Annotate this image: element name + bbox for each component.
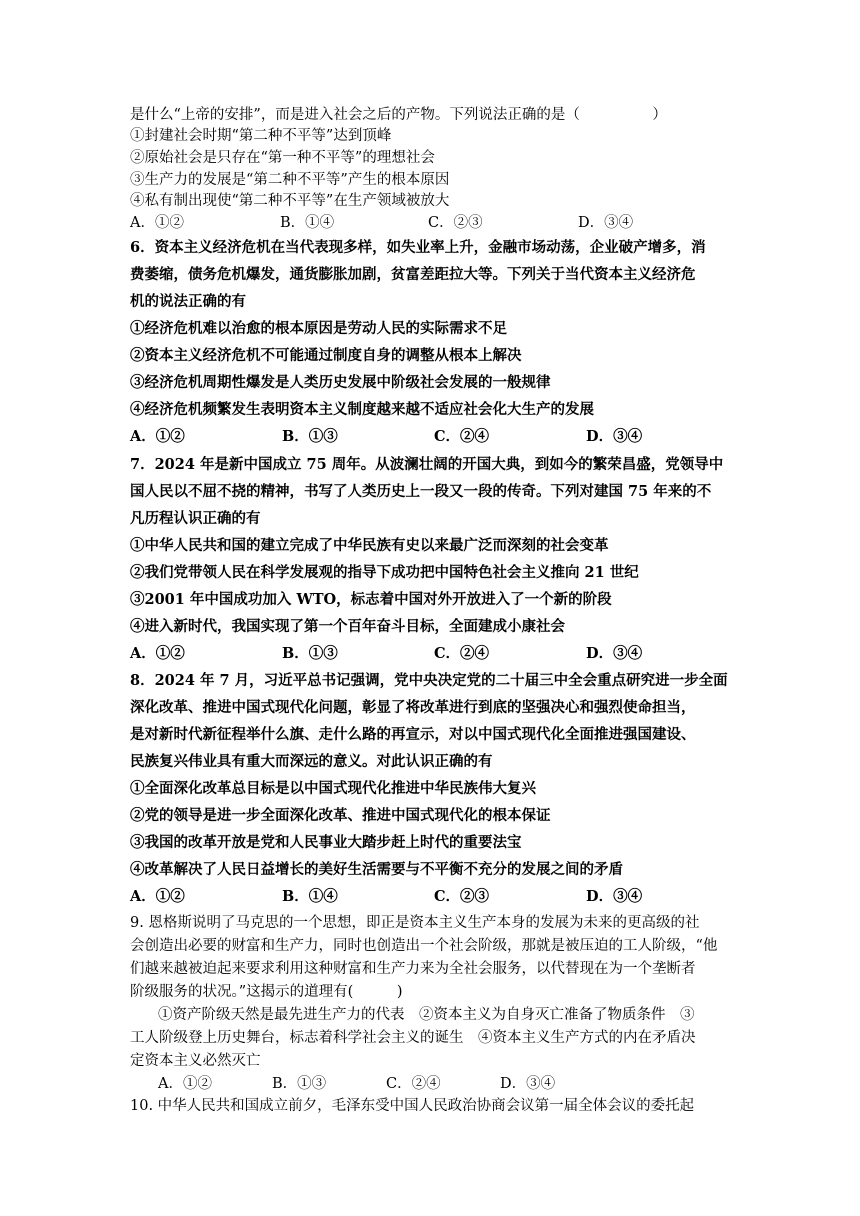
q6-options — [130, 427, 690, 447]
q8-item-2: ②党的领导是进一步全面深化改革、推进中国式现代化的根本保证 — [130, 807, 551, 824]
q9-stem-line-2: 会创造出必要的财富和生产力，同时也创造出一个社会阶级，那就是被压迫的工人阶级，“他 — [130, 938, 718, 954]
q6-stem-line-2: 费萎缩，债务危机爆发，通货膨胀加剧，贫富差距拉大等。下列关于当代资本主义经济危 — [130, 266, 696, 283]
q9-option-b: B．①③ — [272, 1076, 327, 1092]
q9-option-d: D．③④ — [500, 1076, 556, 1092]
q10-stem-line-1: 10. 中华人民共和国成立前夕，毛泽东受中国人民政治协商会议第一届全体会议的委托起 — [130, 1098, 695, 1114]
q9-items-line-3: 定资本主义必然灭亡 — [130, 1053, 261, 1069]
q8-option-d: D．③④ — [586, 888, 643, 905]
q6-stem-line-3: 机的说法正确的有 — [130, 293, 246, 310]
q9-option-a: A．①② — [158, 1076, 212, 1092]
q6-item-2: ②资本主义经济危机不可能通过制度自身的调整从根本上解决 — [130, 347, 522, 364]
q7-item-3: ③2001 年中国成功加入 WTO，标志着中国对外开放进入了一个新的阶段 — [130, 591, 612, 608]
q7-stem-line-3: 凡历程认识正确的有 — [130, 510, 261, 527]
q9-option-c: C．②④ — [386, 1076, 441, 1092]
q9-items-line-2: 工人阶级登上历史舞台，标志着科学社会主义的诞生 ④资本主义生产方式的内在矛盾决 — [130, 1030, 696, 1046]
q9-stem-line-1: 9. 恩格斯说明了马克思的一个思想，即正是资本主义生产本身的发展为未来的更高级的社 — [130, 915, 700, 931]
q5-item-4: ④私有制出现使“第二种不平等”在生产领域被放大 — [130, 193, 450, 209]
q6-stem-line-1: 6．资本主义经济危机在当代表现多样，如失业率上升，金融市场动荡，企业破产增多，消 — [130, 239, 706, 256]
q9-items-line-1: ①资产阶级天然是最先进生产力的代表 ②资本主义为自身灭亡准备了物质条件 ③ — [158, 1007, 695, 1023]
q7-option-d: D．③④ — [586, 645, 643, 662]
q7-item-4: ④进入新时代，我国实现了第一个百年奋斗目标，全面建成小康社会 — [130, 618, 565, 635]
q5-item-2: ②原始社会是只存在“第一种不平等”的理想社会 — [130, 150, 435, 166]
q9-stem-line-3: 们越来越被迫起来要求利用这种财富和生产力来为全社会服务，以代替现在为一个垄断者 — [130, 961, 696, 977]
q8-item-4: ④改革解决了人民日益增长的美好生活需要与不平衡不充分的发展之间的矛盾 — [130, 861, 623, 878]
q7-stem-line-2: 国人民以不屈不挠的精神，书写了人类历史上一段又一段的传奇。下列对建国 75 年来的不 — [130, 483, 712, 500]
q5-option-d: D．③④ — [578, 215, 634, 231]
q7-stem-line-1: 7．2024 年是新中国成立 75 周年。从波澜壮阔的开国大典，到如今的繁荣昌盛，党领导中 — [130, 456, 724, 473]
q6-item-4: ④经济危机频繁发生表明资本主义制度越来越不适应社会化大生产的发展 — [130, 401, 594, 418]
q7-option-c: C．②④ — [434, 645, 490, 662]
q5-options — [130, 213, 690, 233]
q8-stem-line-2: 深化改革、推进中国式现代化问题，彰显了将改革进行到底的坚强决心和强烈使命担当， — [130, 699, 696, 716]
q5-item-1: ①封建社会时期“第二种不平等”达到顶峰 — [130, 128, 392, 144]
q6-item-1: ①经济危机难以治愈的根本原因是劳动人民的实际需求不足 — [130, 320, 507, 337]
q6-item-3: ③经济危机周期性爆发是人类历史发展中阶级社会发展的一般规律 — [130, 374, 551, 391]
q8-option-c: C．②③ — [434, 888, 490, 905]
q5-option-c: C．②③ — [428, 215, 483, 231]
q5-option-b: B．①④ — [280, 215, 335, 231]
q6-option-b: B．①③ — [282, 428, 338, 445]
q5-stem-tail: 是什么“上帝的安排”，而是进入社会之后的产物。下列说法正确的是（ ） — [130, 107, 667, 123]
q8-item-3: ③我国的改革开放是党和人民事业大踏步赶上时代的重要法宝 — [130, 834, 522, 851]
q8-option-a: A．①② — [130, 888, 185, 905]
q8-item-1: ①全面深化改革总目标是以中国式现代化推进中华民族伟大复兴 — [130, 780, 536, 797]
q7-options — [130, 644, 690, 664]
q5-item-3: ③生产力的发展是“第二种不平等”产生的根本原因 — [130, 172, 450, 188]
q7-item-2: ②我们党带领人民在科学发展观的指导下成功把中国特色社会主义推向 21 世纪 — [130, 564, 639, 581]
q9-stem-line-4: 阶级服务的状况。”这揭示的道理有( ) — [130, 984, 403, 1000]
q6-option-d: D．③④ — [586, 428, 643, 445]
q8-stem-line-4: 民族复兴伟业具有重大而深远的意义。对此认识正确的有 — [130, 753, 493, 770]
q8-stem-line-3: 是对新时代新征程举什么旗、走什么路的再宣示，对以中国式现代化全面推进强国建设、 — [130, 726, 696, 743]
q7-option-a: A．①② — [130, 645, 185, 662]
q7-item-1: ①中华人民共和国的建立完成了中华民族有史以来最广泛而深刻的社会变革 — [130, 537, 609, 554]
q6-option-a: A．①② — [130, 428, 185, 445]
q9-options — [158, 1074, 598, 1094]
q5-option-a: A．①② — [130, 215, 184, 231]
q8-option-b: B．①④ — [282, 888, 338, 905]
q7-option-b: B．①③ — [282, 645, 338, 662]
q8-stem-line-1: 8．2024 年 7 月，习近平总书记强调，党中央决定党的二十届三中全会重点研究进一步全面 — [130, 672, 728, 689]
q6-option-c: C．②④ — [434, 428, 490, 445]
q8-options — [130, 887, 690, 907]
